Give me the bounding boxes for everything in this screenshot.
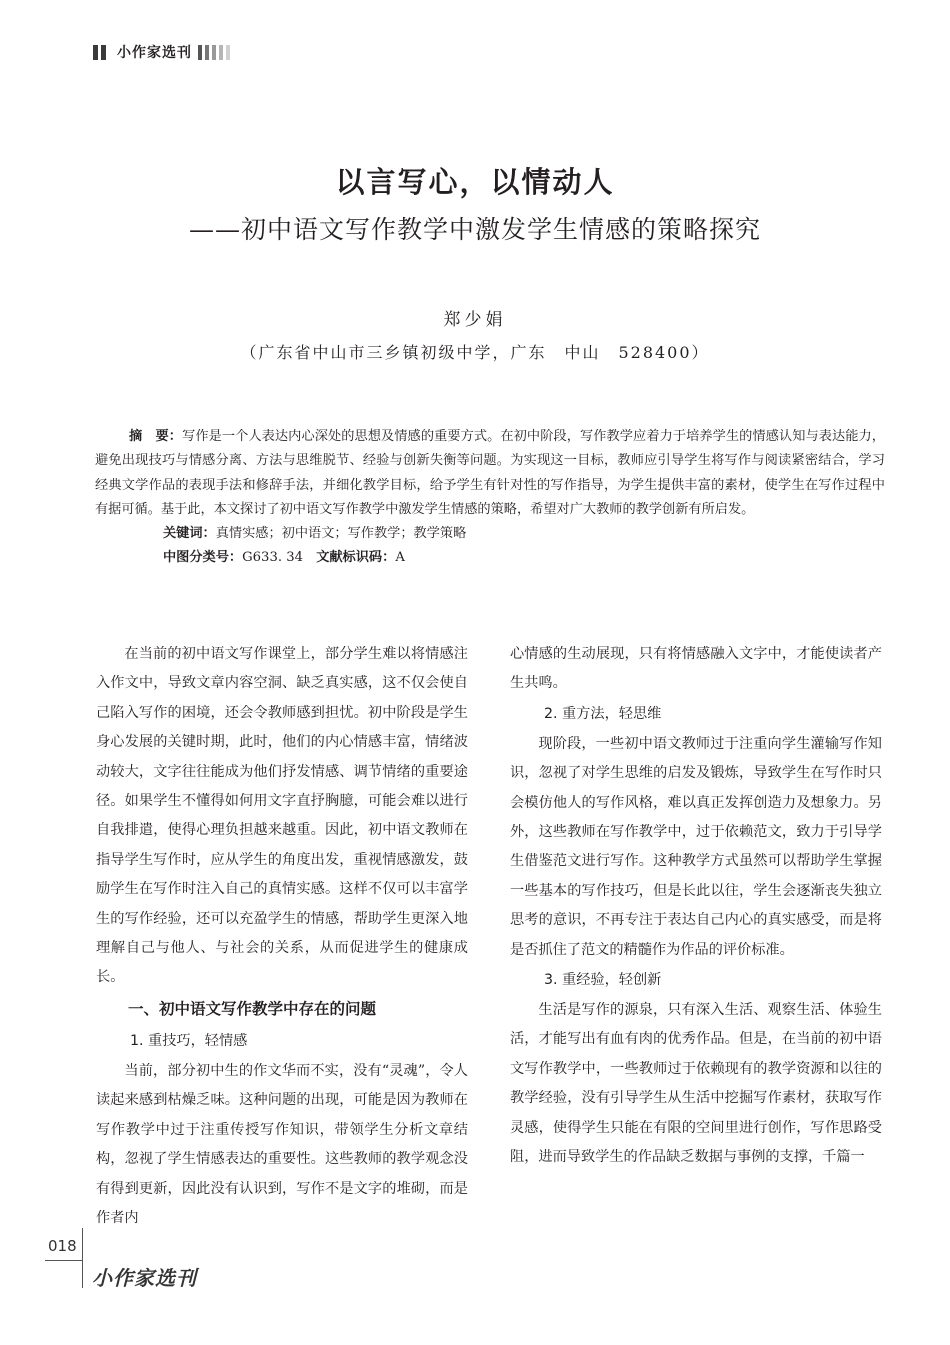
abstract-block: [95, 425, 885, 571]
header-block-mark: [93, 45, 98, 60]
clc-value: G633. 34: [242, 550, 303, 566]
abstract-label: 摘 要：: [129, 429, 183, 444]
journal-logo: 小作家选刊: [92, 1266, 197, 1290]
article-subtitle: ——初中语文写作教学中激发学生情感的策略探究: [188, 215, 761, 244]
subsection-heading: 3. 重经验，轻创新: [544, 972, 662, 989]
author-name: 郑少娟: [443, 310, 507, 330]
body-paragraph: 当前，部分初中生的作文华而不实，没有“灵魂”，令人读起来感到枯燥乏味。这种问题的出现，可能是因为教师在写作教学中过于注重传授写作知识，带领学生分析文章结构，忽视了学生情感表达的重要性。这些教师的教学观念没有得到更新，因此没有认识到，写作不是文字的堆砌，而是作者内: [96, 1062, 468, 1226]
header-bar: [212, 45, 216, 60]
body-column-right: [510, 640, 882, 1173]
classification-line: [95, 546, 885, 570]
body-column-left: [96, 640, 468, 1233]
header-bar: [205, 45, 209, 60]
abstract-paragraph: [95, 425, 885, 522]
header-bars: [198, 45, 230, 60]
journal-name: 小作家选刊: [117, 45, 192, 61]
keywords-text: 真情实感；初中语文；写作教学；教学策略: [215, 526, 467, 542]
header-block-mark: [101, 45, 106, 60]
section-heading: 一、初中语文写作教学中存在的问题: [128, 999, 377, 1018]
header-bar: [198, 45, 202, 60]
header-bar: [226, 45, 230, 60]
intro-paragraph: 在当前的初中语文写作课堂上，部分学生难以将情感注入作文中，导致文章内容空洞、缺乏真实感，这不仅会使自己陷入写作的困境，还会令教师感到担忧。初中阶段是学生身心发展的关键时期，此时，他们的内心情感丰富，情绪波动较大，文字往往能成为他们抒发情感、调节情绪的重要途径。如果学生不懂得如何用文字直抒胸臆，可能会难以进行自我排遣，使得心理负担越来越重。因此，初中语文教师在指导学生写作时，应从学生的角度出发，重视情感激发，鼓励学生在写作时注入自己的真情实感。这样不仅可以丰富学生的写作经验，还可以充盈学生的情感，帮助学生更深入地理解自己与他人、与社会的关系，从而促进学生的健康成长。: [96, 646, 468, 986]
subsection-heading: 1. 重技巧，轻情感: [130, 1032, 248, 1049]
keywords-line: [95, 522, 885, 546]
footer-horizontal-rule: [45, 1260, 82, 1261]
author-affiliation: （广东省中山市三乡镇初级中学，广东 中山 528400）: [240, 343, 710, 362]
doc-code-label: 文献标识码：: [316, 550, 396, 566]
body-paragraph-continued: 心情感的生动展现，只有将情感融入文字中，才能使读者产生共鸣。: [510, 646, 882, 692]
body-paragraph: 生活是写作的源泉，只有深入生活、观察生活、体验生活，才能写出有血有肉的优秀作品。但是，在当前的初中语文写作教学中，一些教师过于依赖现有的教学资源和以往的教学经验，没有引导学生从生活中挖掘写作素材，获取写作灵感，使得学生只能在有限的空间里进行创作，写作思路受阻，进而导致学生的作品缺乏数据与事例的支撑，千篇一: [510, 1002, 882, 1166]
keywords-label: 关键词：: [163, 526, 216, 542]
page-number: 018: [48, 1237, 77, 1255]
header-bar: [219, 45, 223, 60]
footer-vertical-rule: [82, 1228, 83, 1288]
subsection-heading: 2. 重方法，轻思维: [544, 705, 662, 722]
article-title: 以言写心，以情动人: [335, 165, 615, 199]
running-header: [93, 42, 230, 62]
doc-code-value: A: [395, 550, 405, 566]
clc-label: 中图分类号：: [163, 550, 243, 566]
body-paragraph: 现阶段，一些初中语文教师过于注重向学生灌输写作知识，忽视了对学生思维的启发及锻炼，导致学生在写作时只会模仿他人的写作风格，难以真正发挥创造力及想象力。另外，这些教师在写作教学中，过于依赖范文，致力于引导学生借鉴范文进行写作。这种教学方式虽然可以帮助学生掌握一些基本的写作技巧，但是长此以往，学生会逐渐丧失独立思考的意识，不再专注于表达自己内心的真实感受，而是将是否抓住了范文的精髓作为作品的评价标准。: [510, 735, 882, 958]
abstract-text: 写作是一个人表达内心深处的思想及情感的重要方式。在初中阶段，写作教学应着力于培养学生的情感认知与表达能力，避免出现技巧与情感分离、方法与思维脱节、经验与创新失衡等问题。为实现这一目标，教师应引导学生将写作与阅读紧密结合，学习经典文学作品的表现手法和修辞手法，并细化教学目标，给予学生有针对性的写作指导，为学生提供丰富的素材，使学生在写作过程中有据可循。基于此，本文探讨了初中语文写作教学中激发学生情感的策略，希望对广大教师的教学创新有所启发。: [95, 429, 885, 517]
